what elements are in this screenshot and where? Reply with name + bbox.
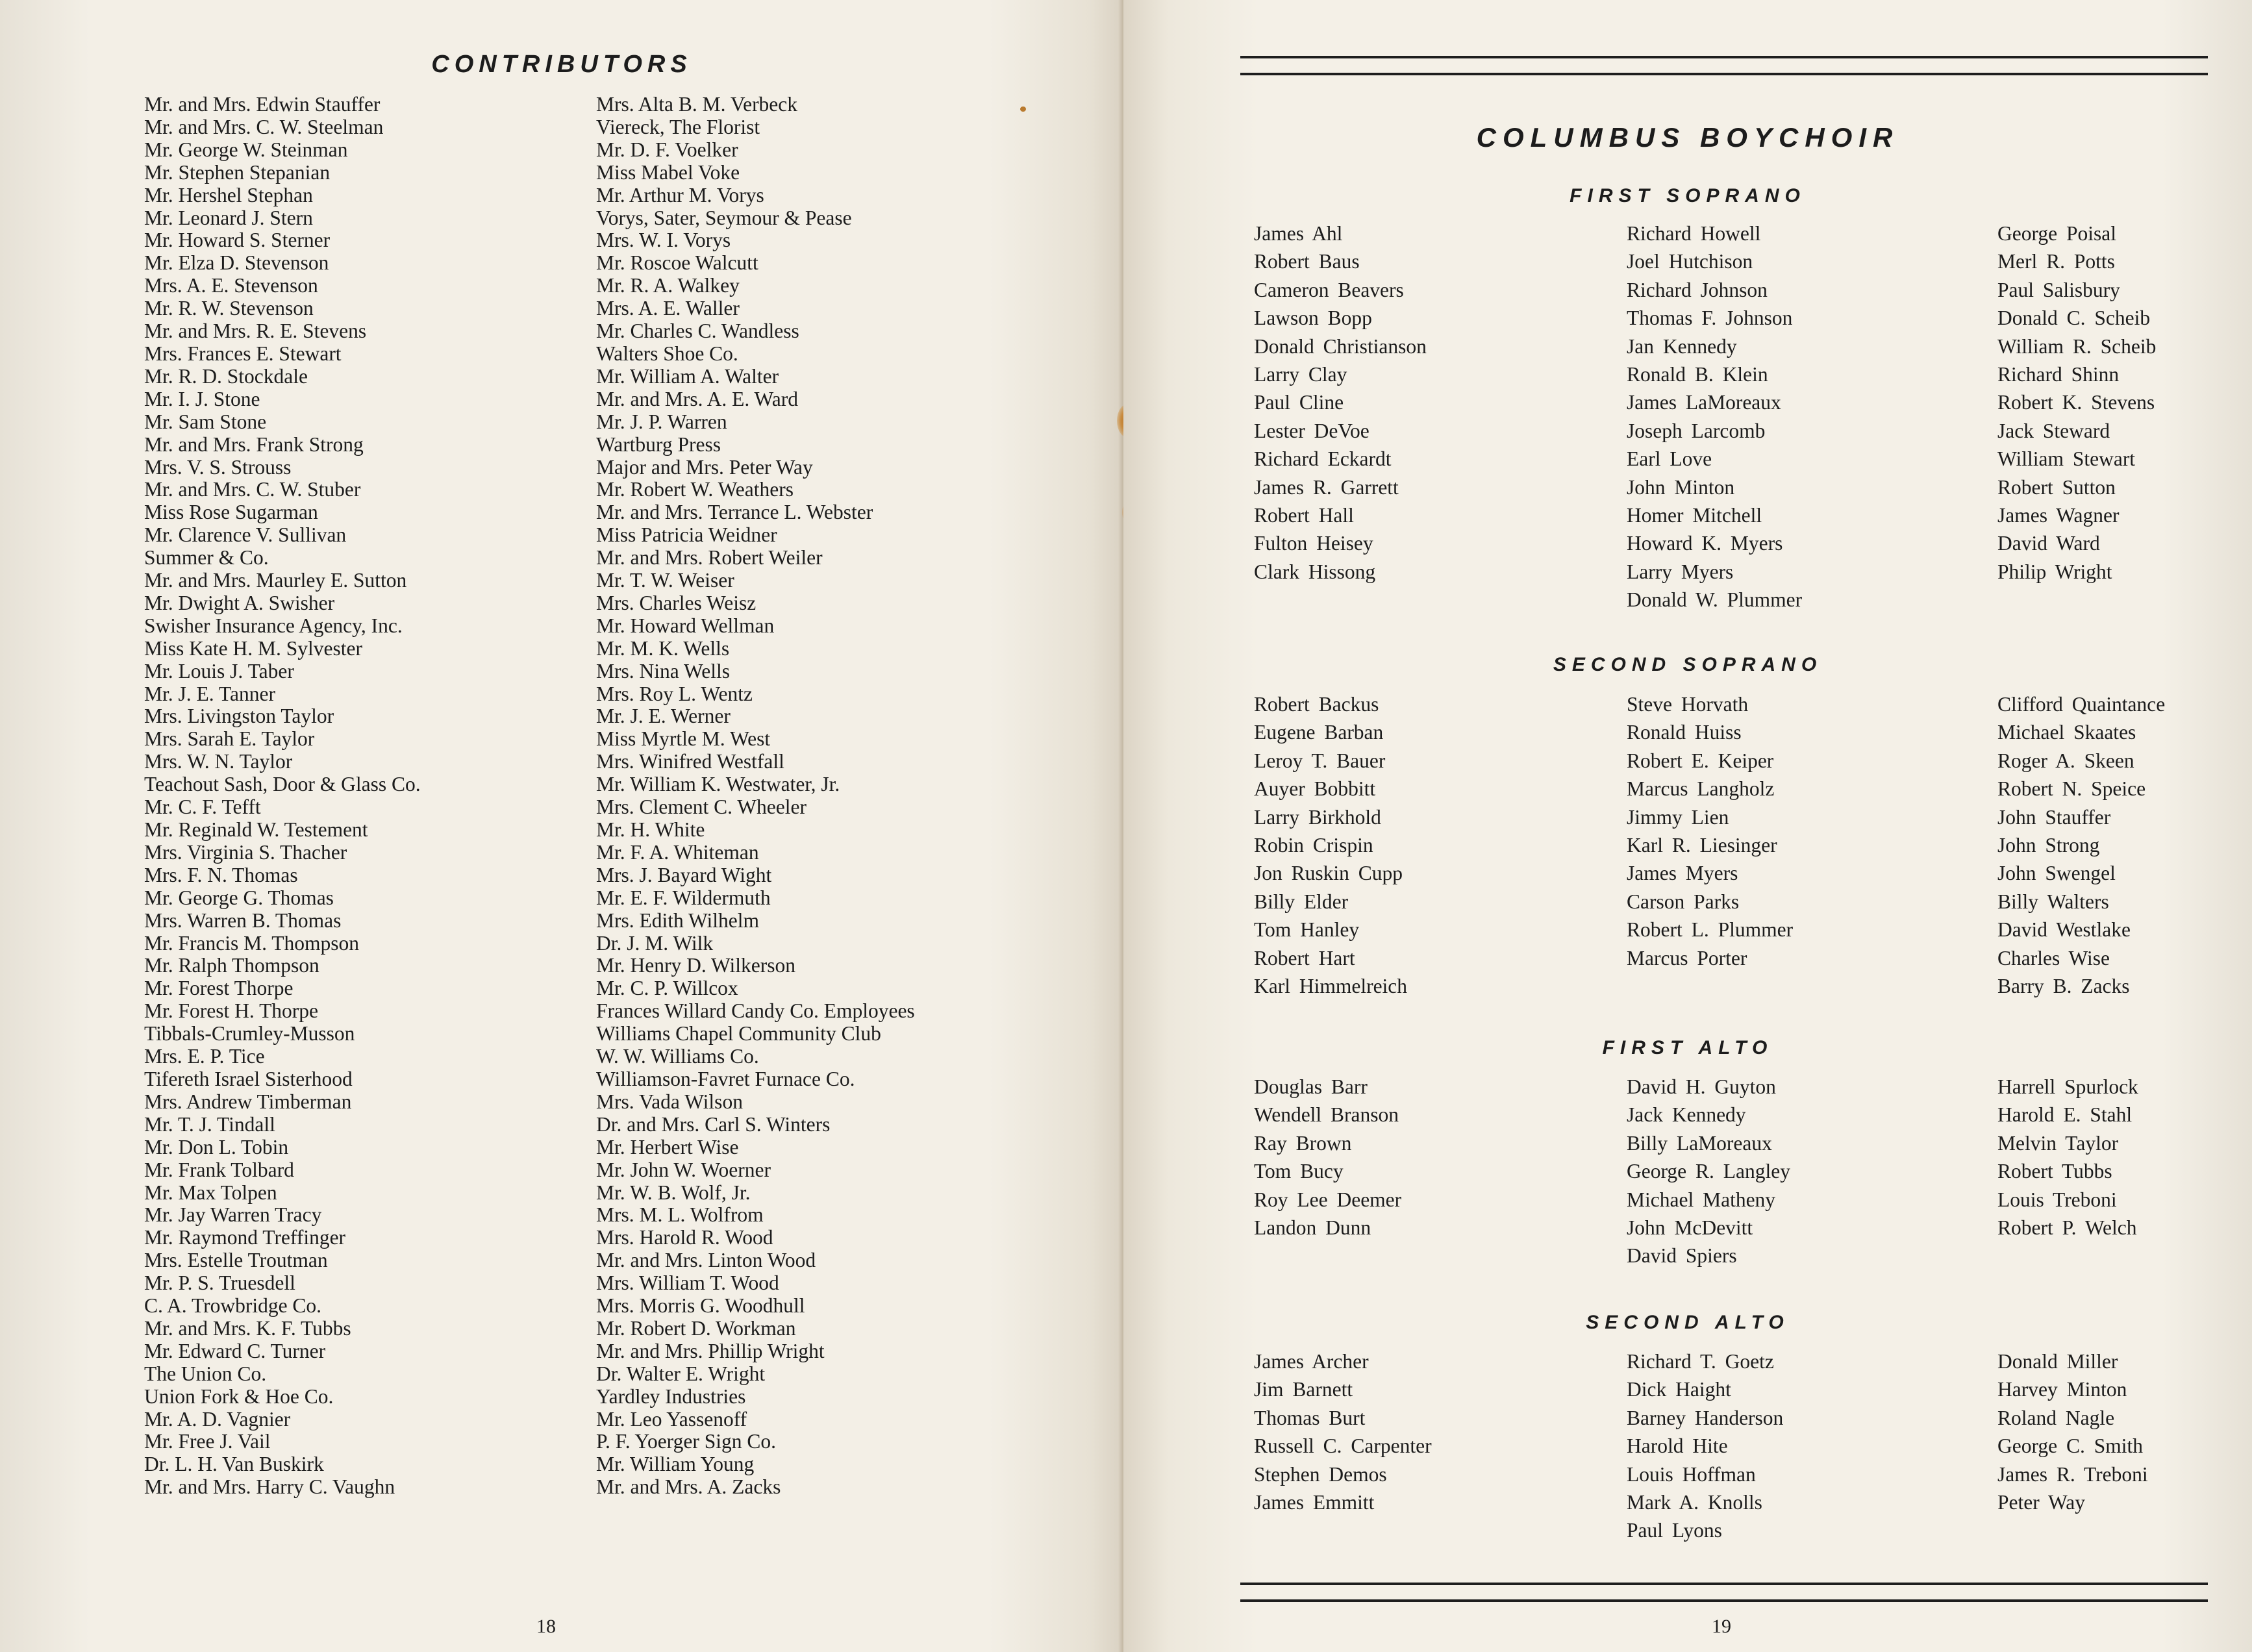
contributor-entry: Swisher Insurance Agency, Inc. <box>144 614 403 637</box>
contributor-entry: Mr. J. E. Tanner <box>144 682 275 705</box>
bottom-rule <box>1240 1599 2208 1602</box>
choir-member-name: George Poisal <box>1997 222 2117 245</box>
contributor-entry: Mrs. Nina Wells <box>596 659 730 682</box>
contributor-entry: Mr. P. S. Truesdell <box>144 1271 295 1295</box>
choir-member-name: Karl Himmelreich <box>1254 975 1408 998</box>
contributor-entry: Mr. J. E. Werner <box>596 705 731 728</box>
contributor-entry: P. F. Yoerger Sign Co. <box>596 1430 776 1453</box>
choir-member-name: Robert Hall <box>1254 504 1354 527</box>
choir-member-name: Robert E. Keiper <box>1627 749 1774 772</box>
contributor-entry: Williams Chapel Community Club <box>596 1022 881 1045</box>
choir-member-name: Donald Miller <box>1997 1350 2118 1373</box>
choir-member-name: Tom Bucy <box>1254 1160 1344 1183</box>
first-alto-column-3 <box>1997 1073 2138 1242</box>
choir-member-name: Jack Steward <box>1997 419 2110 442</box>
contributor-entry: Viereck, The Florist <box>596 115 760 138</box>
contributor-entry: Mr. R. D. Stockdale <box>144 364 308 388</box>
choir-member-name: Clark Hissong <box>1254 560 1376 583</box>
second-alto-column-1 <box>1254 1347 1432 1516</box>
contributor-entry: Mrs. Clement C. Wheeler <box>596 795 807 819</box>
choir-member-name: George R. Langley <box>1627 1160 1790 1183</box>
paper-speck <box>1020 106 1026 112</box>
contributor-entry: Mrs. W. N. Taylor <box>144 750 293 773</box>
contributor-entry: Mr. Leo Yassenoff <box>596 1407 747 1431</box>
contributor-entry: Mr. Forest Thorpe <box>144 977 294 1000</box>
choir-member-name: Richard Howell <box>1627 222 1761 245</box>
contributor-entry: Mrs. Andrew Timberman <box>144 1090 352 1113</box>
choir-member-name: Robert L. Plummer <box>1627 918 1794 942</box>
contributor-entry: Mr. Don L. Tobin <box>144 1135 289 1158</box>
choir-member-name: Ray Brown <box>1254 1131 1352 1155</box>
choir-member-name: Richard T. Goetz <box>1627 1350 1774 1373</box>
choir-member-name: Robert Sutton <box>1997 475 2116 499</box>
top-rule <box>1240 73 2208 75</box>
contributor-entry: Mrs. Edith Wilhelm <box>596 908 760 932</box>
choir-member-name: Paul Cline <box>1254 391 1344 414</box>
choir-member-name: Joseph Larcomb <box>1627 419 1766 442</box>
contributor-entry: Mr. I. J. Stone <box>144 387 260 410</box>
choir-member-name: Louis Hoffman <box>1627 1462 1756 1486</box>
choir-member-name: Stephen Demos <box>1254 1462 1387 1486</box>
choir-member-name: Michael Matheny <box>1627 1188 1776 1211</box>
contributor-entry: Mr. and Mrs. Phillip Wright <box>596 1339 825 1362</box>
contributor-entry: Mr. Edward C. Turner <box>144 1339 326 1362</box>
choir-member-name: Jimmy Lien <box>1627 805 1729 829</box>
choir-member-name: Cameron Beavers <box>1254 278 1404 301</box>
contributor-entry: Mr. Jay Warren Tracy <box>144 1203 322 1227</box>
choir-member-name: James R. Garrett <box>1254 475 1399 499</box>
contributor-entry: Mrs. Morris G. Woodhull <box>596 1294 805 1318</box>
contributor-entry: Mr. Free J. Vail <box>144 1430 271 1453</box>
contributor-entry: Mr. and Mrs. C. W. Steelman <box>144 115 384 138</box>
contributor-entry: Mrs. William T. Wood <box>596 1271 779 1295</box>
contributor-entry: Mr. Henry D. Wilkerson <box>596 954 795 977</box>
contributor-entry: Mr. Sam Stone <box>144 410 267 433</box>
choir-member-name: James R. Treboni <box>1997 1462 2148 1486</box>
choir-member-name: Larry Myers <box>1627 560 1734 583</box>
choir-member-name: Robert Tubbs <box>1997 1160 2112 1183</box>
second-soprano-column-2 <box>1627 690 1793 972</box>
contributor-entry: Wartburg Press <box>596 432 721 456</box>
contributor-entry: The Union Co. <box>144 1362 267 1385</box>
contributor-entry: Mrs. Winifred Westfall <box>596 750 784 773</box>
choir-member-name: Robert P. Welch <box>1997 1216 2137 1240</box>
contributor-entry: Mr. T. J. Tindall <box>144 1112 275 1136</box>
choir-member-name: Ronald B. Klein <box>1627 363 1768 386</box>
contributor-entry: Major and Mrs. Peter Way <box>596 455 813 479</box>
choir-member-name: Roland Nagle <box>1997 1406 2115 1429</box>
choir-member-name: Larry Clay <box>1254 363 1347 386</box>
contributor-entry: Summer & Co. <box>144 546 269 569</box>
contributor-entry: Mr. and Mrs. Harry C. Vaughn <box>144 1475 395 1499</box>
choir-member-name: Harold E. Stahl <box>1997 1103 2133 1127</box>
contributor-entry: Mr. Louis J. Taber <box>144 659 294 682</box>
contributor-entry: Mrs. Charles Weisz <box>596 591 757 614</box>
contributor-entry: Mr. and Mrs. K. F. Tubbs <box>144 1316 351 1340</box>
choir-member-name: William R. Scheib <box>1997 334 2157 358</box>
choir-member-name: Charles Wise <box>1997 946 2110 970</box>
choir-member-name: John Minton <box>1627 475 1735 499</box>
choir-member-name: Donald W. Plummer <box>1627 588 1803 612</box>
choir-member-name: Marcus Langholz <box>1627 777 1775 801</box>
section-title-second-alto: SECOND ALTO <box>1586 1312 1790 1333</box>
contributor-entry: Mr. Ralph Thompson <box>144 954 319 977</box>
contributor-entry: Mr. William A. Walter <box>596 364 779 388</box>
contributor-entry: Yardley Industries <box>596 1384 746 1408</box>
choir-member-name: John McDevitt <box>1627 1216 1753 1240</box>
contributor-entry: Mr. William Young <box>596 1453 755 1476</box>
choir-member-name: Paul Lyons <box>1627 1519 1722 1542</box>
choir-member-name: Leroy T. Bauer <box>1254 749 1386 772</box>
choir-member-name: Joel Hutchison <box>1627 250 1753 273</box>
choir-member-name: Tom Hanley <box>1254 918 1360 942</box>
choir-member-name: Douglas Barr <box>1254 1075 1368 1098</box>
choir-member-name: Richard Johnson <box>1627 278 1768 301</box>
choir-member-name: James Ahl <box>1254 222 1343 245</box>
page-number-left: 18 <box>536 1616 556 1637</box>
contributor-entry: Mr. R. W. Stevenson <box>144 297 314 320</box>
contributor-entry: Mr. D. F. Voelker <box>596 138 738 161</box>
contributor-entry: Dr. and Mrs. Carl S. Winters <box>596 1112 831 1136</box>
contributor-entry: Mr. A. D. Vagnier <box>144 1407 291 1431</box>
choir-member-name: Steve Horvath <box>1627 693 1749 716</box>
contributor-entry: Mr. Hershel Stephan <box>144 183 313 206</box>
choir-member-name: Melvin Taylor <box>1997 1131 2119 1155</box>
choir-member-name: Donald Christianson <box>1254 334 1427 358</box>
choir-member-name: Lawson Bopp <box>1254 307 1372 330</box>
contributor-entry: Mr. Leonard J. Stern <box>144 206 313 229</box>
contributor-entry: Miss Kate H. M. Sylvester <box>144 636 362 660</box>
contributor-entry: Tifereth Israel Sisterhood <box>144 1067 353 1090</box>
choir-member-name: Eugene Barban <box>1254 721 1384 744</box>
contributor-entry: Mr. and Mrs. C. W. Stuber <box>144 478 361 501</box>
contributor-entry: Mrs. Alta B. M. Verbeck <box>596 93 798 116</box>
choir-member-name: John Strong <box>1997 834 2100 857</box>
contributor-entry: Mrs. J. Bayard Wight <box>596 863 772 886</box>
choir-member-name: Marcus Porter <box>1627 946 1747 970</box>
left-page <box>0 0 1123 1652</box>
choir-member-name: Fulton Heisey <box>1254 532 1373 555</box>
contributor-entry: Mr. and Mrs. R. E. Stevens <box>144 319 367 343</box>
choir-member-name: Donald C. Scheib <box>1997 307 2151 330</box>
choir-member-name: Billy LaMoreaux <box>1627 1131 1772 1155</box>
contributor-entry: Mr. and Mrs. Terrance L. Webster <box>596 501 873 524</box>
choir-member-name: David Spiers <box>1627 1244 1737 1268</box>
contributor-entry: Williamson-Favret Furnace Co. <box>596 1067 855 1090</box>
page-number-right: 19 <box>1712 1616 1731 1637</box>
choir-member-name: Mark A. Knolls <box>1627 1491 1762 1514</box>
contributor-entry: Mrs. Warren B. Thomas <box>144 908 342 932</box>
choir-member-name: Auyer Bobbitt <box>1254 777 1376 801</box>
contributor-entry: Mrs. Harold R. Wood <box>596 1226 773 1249</box>
contributor-entry: Mr. E. F. Wildermuth <box>596 886 771 909</box>
choir-member-name: Clifford Quaintance <box>1997 693 2166 716</box>
choir-member-name: David H. Guyton <box>1627 1075 1776 1098</box>
first-alto-column-2 <box>1627 1073 1790 1270</box>
choir-member-name: Roger A. Skeen <box>1997 749 2134 772</box>
contributor-entry: Miss Mabel Voke <box>596 160 740 184</box>
choir-member-name: Howard K. Myers <box>1627 532 1783 555</box>
choir-member-name: Roy Lee Deemer <box>1254 1188 1402 1211</box>
choir-member-name: Carson Parks <box>1627 890 1740 913</box>
choir-member-name: Russell C. Carpenter <box>1254 1434 1432 1458</box>
choir-member-name: Paul Salisbury <box>1997 278 2120 301</box>
contributor-entry: Teachout Sash, Door & Glass Co. <box>144 773 421 796</box>
choir-member-name: Harold Hite <box>1627 1434 1728 1458</box>
choir-member-name: James LaMoreaux <box>1627 391 1781 414</box>
choir-member-name: Michael Skaates <box>1997 721 2136 744</box>
second-soprano-column-3 <box>1997 690 2165 1000</box>
contributor-entry: Mrs. Estelle Troutman <box>144 1249 328 1272</box>
choir-member-name: Louis Treboni <box>1997 1188 2117 1211</box>
choir-member-name: Robert K. Stevens <box>1997 391 2155 414</box>
contributor-entry: Mrs. Frances E. Stewart <box>144 342 342 365</box>
choir-member-name: Robert N. Speice <box>1997 777 2146 801</box>
choir-member-name: Billy Walters <box>1997 890 2109 913</box>
contributor-entry: Mrs. W. I. Vorys <box>596 229 731 252</box>
contributor-entry: Mr. Arthur M. Vorys <box>596 183 764 206</box>
choir-member-name: Wendell Branson <box>1254 1103 1399 1127</box>
contributor-entry: Vorys, Sater, Seymour & Pease <box>596 206 852 229</box>
contributor-entry: Tibbals-Crumley-Musson <box>144 1022 355 1045</box>
contributor-entry: Mr. Elza D. Stevenson <box>144 251 329 275</box>
choir-member-name: Landon Dunn <box>1254 1216 1371 1240</box>
choir-member-name: William Stewart <box>1997 447 2136 471</box>
contributor-entry: Mr. and Mrs. A. Zacks <box>596 1475 781 1499</box>
choir-member-name: Karl R. Liesinger <box>1627 834 1777 857</box>
contributor-entry: Mrs. Roy L. Wentz <box>596 682 753 705</box>
contributor-entry: Mr. Charles C. Wandless <box>596 319 799 343</box>
second-soprano-column-1 <box>1254 690 1407 1000</box>
contributor-entry: Mrs. A. E. Stevenson <box>144 274 318 297</box>
first-soprano-column-3 <box>1997 219 2156 586</box>
top-rule <box>1240 56 2208 58</box>
contributor-entry: Mrs. E. P. Tice <box>144 1045 265 1068</box>
choir-member-name: James Emmitt <box>1254 1491 1375 1514</box>
contributor-entry: Dr. Walter E. Wright <box>596 1362 766 1385</box>
contributor-entry: Mr. Robert D. Workman <box>596 1316 796 1340</box>
contributor-entry: Mrs. V. S. Strouss <box>144 455 292 479</box>
contributor-entry: Mr. Howard Wellman <box>596 614 775 637</box>
section-title-first-soprano: FIRST SOPRANO <box>1570 185 1806 206</box>
contributor-entry: Mrs. A. E. Waller <box>596 297 740 320</box>
choir-member-name: John Stauffer <box>1997 805 2111 829</box>
contributor-entry: Mr. and Mrs. Linton Wood <box>596 1249 816 1272</box>
contributor-entry: Mrs. Livingston Taylor <box>144 705 334 728</box>
contributor-entry: Walters Shoe Co. <box>596 342 738 365</box>
second-alto-column-2 <box>1627 1347 1783 1545</box>
contributor-entry: Mr. Herbert Wise <box>596 1135 739 1158</box>
choir-member-name: Jan Kennedy <box>1627 334 1737 358</box>
choir-member-name: Richard Shinn <box>1997 363 2120 386</box>
choir-member-name: Ronald Huiss <box>1627 721 1742 744</box>
section-title-second-soprano: SECOND SOPRANO <box>1553 654 1823 675</box>
contributor-entry: Mr. Stephen Stepanian <box>144 160 331 184</box>
contributor-entry: Mr. Robert W. Weathers <box>596 478 794 501</box>
contributor-entry: Mr. Raymond Treffinger <box>144 1226 346 1249</box>
contributor-entry: Mr. Roscoe Walcutt <box>596 251 758 275</box>
contributor-entry: Mrs. Sarah E. Taylor <box>144 727 315 751</box>
contributor-entry: Mr. William K. Westwater, Jr. <box>596 773 840 796</box>
contributors-column-1 <box>144 94 421 1499</box>
contributor-entry: Mr. Francis M. Thompson <box>144 931 360 955</box>
choir-member-name: George C. Smith <box>1997 1434 2144 1458</box>
contributor-entry: Mr. Forest H. Thorpe <box>144 999 319 1023</box>
choir-member-name: Peter Way <box>1997 1491 2085 1514</box>
contributor-entry: Dr. J. M. Wilk <box>596 931 714 955</box>
contributor-entry: Mr. R. A. Walkey <box>596 274 740 297</box>
choir-member-name: Thomas Burt <box>1254 1406 1366 1429</box>
contributor-entry: Mr. J. P. Warren <box>596 410 727 433</box>
contributor-entry: Mr. George G. Thomas <box>144 886 334 909</box>
contributor-entry: Mr. and Mrs. Robert Weiler <box>596 546 823 569</box>
contributor-entry: Mr. T. W. Weiser <box>596 569 734 592</box>
choir-member-name: Robin Crispin <box>1254 834 1373 857</box>
choir-member-name: David Westlake <box>1997 918 2131 942</box>
contributor-entry: Mr. and Mrs. Maurley E. Sutton <box>144 569 407 592</box>
contributor-entry: Mr. M. K. Wells <box>596 636 730 660</box>
contributor-entry: Mr. Reginald W. Testement <box>144 818 368 841</box>
choir-member-name: James Wagner <box>1997 504 2120 527</box>
contributor-entry: Mr. H. White <box>596 818 705 841</box>
first-soprano-column-2 <box>1627 219 1802 614</box>
contributor-entry: Mr. F. A. Whiteman <box>596 840 759 864</box>
choir-member-name: David Ward <box>1997 532 2100 555</box>
contributors-column-2 <box>596 94 915 1499</box>
contributor-entry: Union Fork & Hoe Co. <box>144 1384 334 1408</box>
first-alto-column-1 <box>1254 1073 1401 1242</box>
contributor-entry: Mrs. F. N. Thomas <box>144 863 298 886</box>
contributor-entry: Mr. George W. Steinman <box>144 138 348 161</box>
contributor-entry: Mr. Dwight A. Swisher <box>144 591 335 614</box>
contributor-entry: Mr. Frank Tolbard <box>144 1158 294 1181</box>
choir-member-name: Harrell Spurlock <box>1997 1075 2138 1098</box>
contributor-entry: Dr. L. H. Van Buskirk <box>144 1453 324 1476</box>
contributor-entry: Mr. and Mrs. Edwin Stauffer <box>144 93 381 116</box>
choir-member-name: Barney Handerson <box>1627 1406 1784 1429</box>
choir-member-name: Robert Baus <box>1254 250 1360 273</box>
contributor-entry: Mr. and Mrs. Frank Strong <box>144 432 364 456</box>
choir-member-name: Lester DeVoe <box>1254 419 1370 442</box>
choir-member-name: Merl R. Potts <box>1997 250 2115 273</box>
section-title-first-alto: FIRST ALTO <box>1602 1037 1773 1058</box>
choir-member-name: John Swengel <box>1997 862 2116 885</box>
contributor-entry: Miss Patricia Weidner <box>596 523 777 547</box>
contributor-entry: Mrs. Virginia S. Thacher <box>144 840 347 864</box>
choir-member-name: Billy Elder <box>1254 890 1349 913</box>
choir-member-name: Larry Birkhold <box>1254 805 1381 829</box>
contributor-entry: Miss Myrtle M. West <box>596 727 771 751</box>
choir-member-name: James Myers <box>1627 862 1738 885</box>
choir-member-name: James Archer <box>1254 1350 1369 1373</box>
choir-member-name: Richard Eckardt <box>1254 447 1392 471</box>
choir-member-name: Homer Mitchell <box>1627 504 1762 527</box>
contributor-entry: Mrs. Vada Wilson <box>596 1090 743 1113</box>
choir-member-name: Philip Wright <box>1997 560 2112 583</box>
contributor-entry: Mr. Howard S. Sterner <box>144 229 331 252</box>
contributor-entry: Mr. Clarence V. Sullivan <box>144 523 347 547</box>
choir-member-name: Barry B. Zacks <box>1997 975 2130 998</box>
contributor-entry: C. A. Trowbridge Co. <box>144 1294 322 1318</box>
contributor-entry: Mr. C. P. Willcox <box>596 977 738 1000</box>
contributor-entry: Mr. W. B. Wolf, Jr. <box>596 1181 751 1204</box>
contributors-title: CONTRIBUTORS <box>431 51 692 78</box>
choir-member-name: Jack Kennedy <box>1627 1103 1746 1127</box>
contributor-entry: Mr. John W. Woerner <box>596 1158 771 1181</box>
choir-member-name: Robert Backus <box>1254 693 1379 716</box>
contributor-entry: W. W. Williams Co. <box>596 1045 759 1068</box>
choir-member-name: Dick Haight <box>1627 1378 1731 1401</box>
first-soprano-column-1 <box>1254 219 1427 586</box>
bottom-rule <box>1240 1583 2208 1585</box>
choir-member-name: Earl Love <box>1627 447 1712 471</box>
contributor-entry: Mr. and Mrs. A. E. Ward <box>596 387 798 410</box>
choir-member-name: Robert Hart <box>1254 946 1355 970</box>
contributor-entry: Frances Willard Candy Co. Employees <box>596 999 915 1023</box>
boychoir-title: COLUMBUS BOYCHOIR <box>1476 122 1899 153</box>
contributor-entry: Miss Rose Sugarman <box>144 501 318 524</box>
choir-member-name: Thomas F. Johnson <box>1627 307 1793 330</box>
choir-member-name: Jim Barnett <box>1254 1378 1353 1401</box>
contributor-entry: Mr. C. F. Tefft <box>144 795 261 819</box>
contributor-entry: Mr. Max Tolpen <box>144 1181 277 1204</box>
choir-member-name: Harvey Minton <box>1997 1378 2127 1401</box>
second-alto-column-3 <box>1997 1347 2148 1516</box>
contributor-entry: Mrs. M. L. Wolfrom <box>596 1203 764 1227</box>
choir-member-name: Jon Ruskin Cupp <box>1254 862 1403 885</box>
